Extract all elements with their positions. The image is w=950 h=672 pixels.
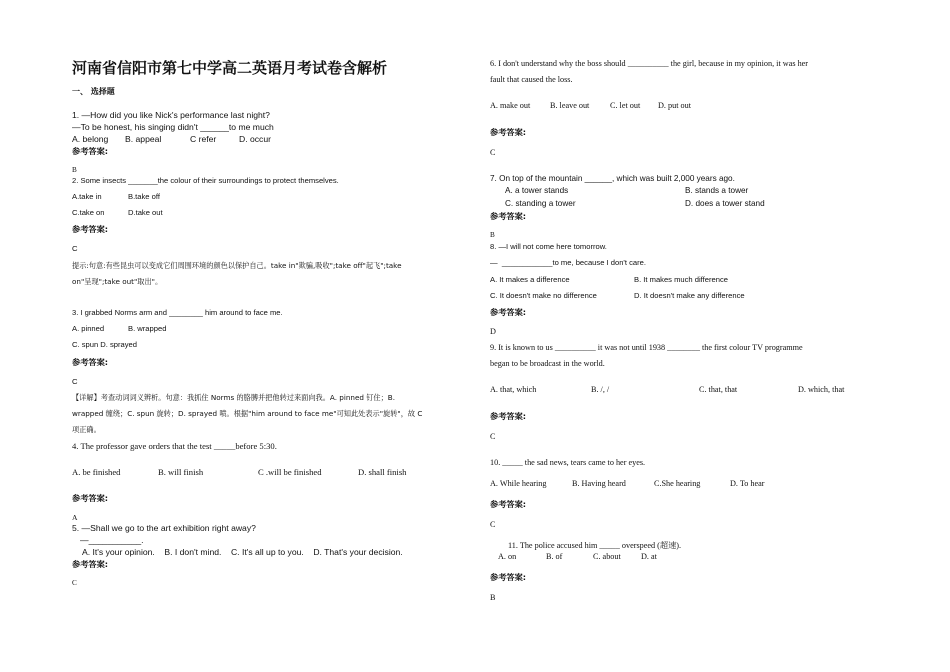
q2-hint-line2: on"呈现";take out"取出"。 [72, 277, 163, 286]
q1-option-d: D. occur [239, 134, 271, 144]
q2-option-a: A.take in [72, 192, 102, 201]
q9-line2: began to be broadcast in the world. [490, 359, 605, 368]
q8-line1: 8. —I will not come here tomorrow. [490, 242, 607, 251]
q5-options: A. It's your opinion. B. I don't mind. C. It's all up to you. D. That's your decision. [82, 547, 403, 557]
q6-option-a: A. make out [490, 101, 531, 110]
section-heading: 一、 选择题 [72, 87, 115, 96]
q1-line2: —To be honest, his singing didn't ______to me much [72, 122, 274, 132]
q7-option-c: C. standing a tower [505, 199, 576, 208]
q2-answer: C [72, 244, 78, 253]
q4-answer-label: 参考答案: [72, 493, 109, 503]
q1-answer-label: 参考答案: [72, 146, 109, 156]
q11-answer: B [490, 593, 496, 602]
q7-answer: B [490, 231, 495, 239]
q5-answer-label: 参考答案: [72, 559, 109, 569]
q3-answer: C [72, 377, 78, 386]
q6-answer-label: 参考答案: [490, 127, 527, 137]
q4-option-b: B. will finish [158, 467, 204, 477]
q9-answer: C [490, 432, 496, 441]
q7-option-d: D. does a tower stand [685, 199, 765, 208]
doc-title: 河南省信阳市第七中学高二英语月考试卷含解析 [72, 59, 388, 77]
q7-option-a: A. a tower stands [505, 186, 569, 195]
q11-option-d: D. at [641, 552, 657, 561]
q9-option-b: B. /, / [591, 385, 610, 394]
q9-option-a: A. that, which [490, 385, 537, 394]
q10-option-c: C.She hearing [654, 479, 701, 488]
q8-answer-label: 参考答案: [490, 307, 527, 317]
q6-option-b: B. leave out [550, 101, 590, 110]
q8-option-a: A. It makes a difference [490, 275, 570, 284]
q10-stem: 10. _____ the sad news, tears came to her eyes. [490, 458, 646, 467]
q2-answer-label: 参考答案: [72, 224, 109, 234]
q1-line1: 1. —How did you like Nick's performance last night? [72, 110, 270, 120]
q3-option-b: B. wrapped [128, 324, 167, 333]
q8-line2: — ____________to me, because I don't care. [490, 258, 646, 267]
q2-option-b: B.take off [128, 192, 160, 201]
q2-option-c: C.take on [72, 208, 105, 217]
q8-option-d: D. It doesn't make any difference [634, 291, 745, 300]
q6-line1: 6. I don't understand why the boss should __________ the girl, because in my opinion, it was her [490, 59, 809, 68]
q6-option-c: C. let out [610, 101, 641, 110]
q11-option-b: B. of [546, 552, 563, 561]
q2-stem: 2. Some insects _______the colour of their surroundings to protect themselves. [72, 176, 339, 185]
q6-answer: C [490, 148, 496, 157]
q9-line1: 9. It is known to us __________ it was not until 1938 ________ the first colour TV programme [490, 343, 803, 352]
q4-stem: 4. The professor gave orders that the test _____before 5:30. [72, 441, 277, 451]
q2-option-d: D.take out [128, 208, 163, 217]
q5-line2: —___________. [80, 535, 144, 545]
q4-option-a: A. be finished [72, 467, 121, 477]
q4-answer: A [72, 513, 78, 522]
q1-option-c: C refer [190, 134, 217, 144]
q2-hint-line1: 提示:句意:有些昆虫可以变成它们周围环境的颜色以保护自己。take in"欺骗,吸收";take off"起飞";take [72, 261, 402, 270]
q6-line2: fault that caused the loss. [490, 75, 573, 84]
q3-option-cd: C. spun D. sprayed [72, 340, 137, 349]
q1-option-a: A. belong [72, 134, 109, 144]
q10-option-a: A. While hearing [490, 479, 547, 488]
q10-answer: C [490, 520, 496, 529]
q3-detail-line2: wrapped 缠绕；C. spun 旋转；D. sprayed 喷。根据"him around to face me"可知此处表示"旋转"，故 C [72, 409, 423, 418]
q3-stem: 3. I grabbed Norms arm and ________ him around to face me. [72, 308, 283, 317]
q8-option-c: C. It doesn't make no difference [490, 291, 597, 300]
q9-answer-label: 参考答案: [490, 411, 527, 421]
q1-option-b: B. appeal [125, 134, 162, 144]
q7-stem: 7. On top of the mountain ______, which was built 2,000 years ago. [490, 174, 735, 183]
q10-option-d: D. To hear [730, 479, 765, 488]
q9-option-d: D. which, that [798, 385, 845, 394]
q8-option-b: B. It makes much difference [634, 275, 728, 284]
q3-answer-label: 参考答案: [72, 357, 109, 367]
q6-option-d: D. put out [658, 101, 691, 110]
q3-detail-line3: 项正确。 [72, 425, 101, 434]
q5-answer: C [72, 579, 77, 587]
q11-option-c: C. about [593, 552, 621, 561]
q11-stem: 11. The police accused him _____ overspeed (超速). [508, 541, 682, 550]
q7-answer-label: 参考答案: [490, 211, 527, 221]
q9-option-c: C. that, that [699, 385, 738, 394]
q11-answer-label: 参考答案: [490, 572, 527, 582]
q3-detail-line1: 【详解】考查动词词义辨析。句意：我抓住 Norms 的胳膊并把他转过来面向我。A. pinned 钉住；B. [72, 393, 395, 402]
q11-option-a: A. on [498, 552, 517, 561]
q1-answer: B [72, 166, 77, 174]
q7-option-b: B. stands a tower [685, 186, 749, 195]
q4-option-d: D. shall finish [358, 467, 407, 477]
q5-line1: 5. —Shall we go to the art exhibition right away? [72, 523, 256, 533]
q3-option-a: A. pinned [72, 324, 105, 333]
q8-answer: D [490, 327, 496, 336]
q10-option-b: B. Having heard [572, 479, 626, 488]
q10-answer-label: 参考答案: [490, 499, 527, 509]
q4-option-c: C .will be finished [258, 467, 322, 477]
